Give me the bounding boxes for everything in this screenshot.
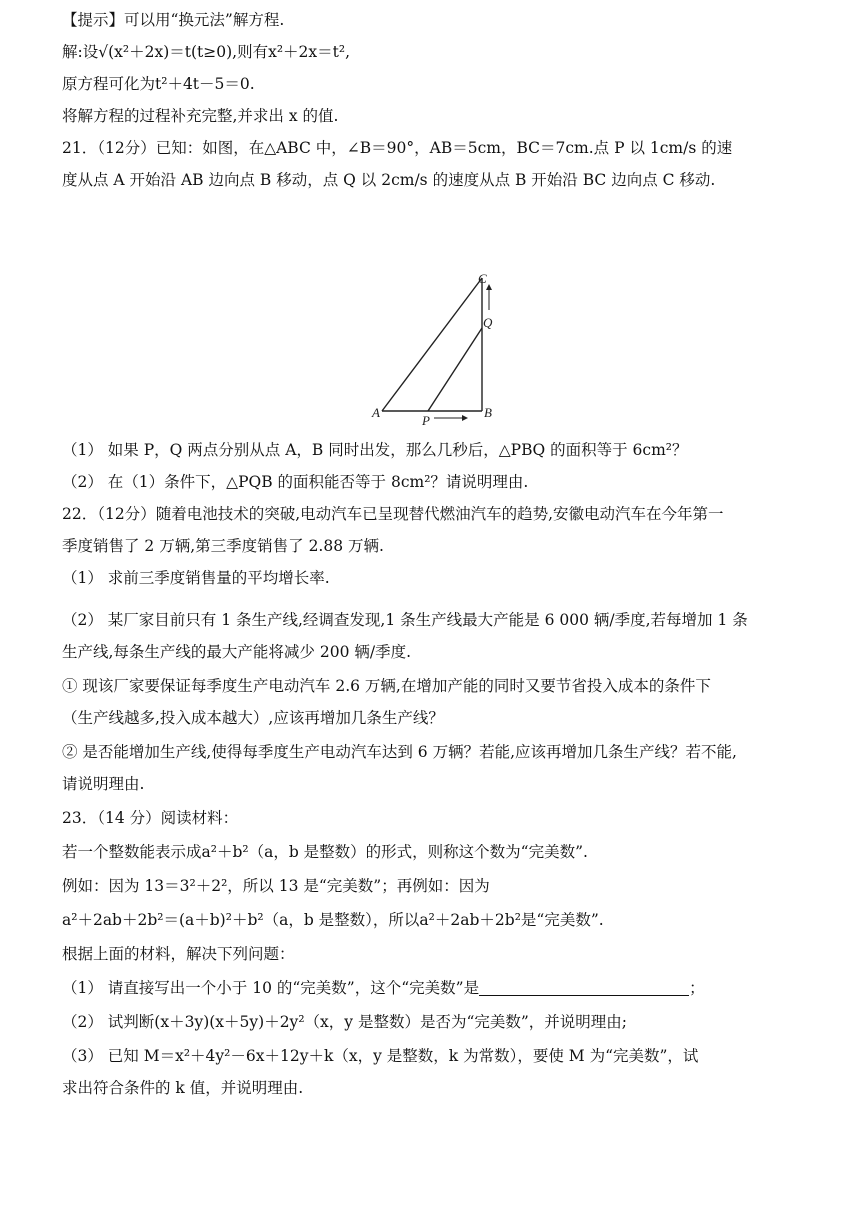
q22-part-1: （1） 求前三季度销售量的平均增长率. [62,569,330,587]
q23-stem-line-4: a²＋2ab＋2b²＝(a＋b)²＋b²（a，b 是整数），所以a²＋2ab＋2b²是“完美数”. [62,911,604,929]
label-q: Q [483,315,493,330]
answer-blank[interactable] [479,979,689,996]
label-b: B [484,405,492,420]
q21-part-2: （2） 在（1）条件下，△PQB 的面积能否等于 8cm²？请说明理由. [62,473,529,491]
q21-stem-line-2: 度从点 A 开始沿 AB 边向点 B 移动，点 Q 以 2cm/s 的速度从点 B 开始沿 BC 边向点 C 移动. [62,171,716,189]
segment-pq [428,328,482,411]
q23-part-1-text: （1） 请直接写出一个小于 10 的“完美数”，这个“完美数”是 [62,979,480,997]
label-p: P [422,413,430,428]
solution-line-3: 将解方程的过程补充完整,并求出 x 的值. [62,107,339,125]
q23-part-1 [62,978,705,998]
solution-line-1: 解:设√(x²＋2x)＝t(t≥0),则有x²＋2x＝t², [62,43,351,61]
hint-line: 【提示】可以用“换元法”解方程. [62,11,285,29]
q22-sub-1-line-2: （生产线越多,投入成本越大）,应该再增加几条生产线？ [62,709,444,727]
solution-line-2: 原方程可化为t²＋4t－5＝0. [62,75,255,93]
q22-sub-1-line-1: ① 现该厂家要保证每季度生产电动汽车 2.6 万辆,在增加产能的同时又要节省投入成本的条件下 [62,677,711,695]
q23-stem-line-1: 23．（14 分）阅读材料： [62,809,239,827]
arrow-p-icon [434,415,468,421]
q22-stem-line-2: 季度销售了 2 万辆,第三季度销售了 2.88 万辆. [62,537,384,555]
label-c: C [478,271,487,286]
q21-stem-line-1: 21．（12分）已知：如图，在△ABC 中，∠B＝90°，AB＝5cm，BC＝7cm.点 P 以 1cm/s 的速 [62,139,733,157]
q22-sub-2-line-2: 请说明理由. [62,775,145,793]
q22-part-2-line-1: （2） 某厂家目前只有 1 条生产线,经调查发现,1 条生产线最大产能是 6 000 辆/季度,若每增加 1 条 [62,611,748,629]
q23-part-3-line-2: 求出符合条件的 k 值，并说明理由. [62,1079,304,1097]
q22-part-2-line-2: 生产线,每条生产线的最大产能将减少 200 辆/季度. [62,643,412,661]
label-a: A [372,405,380,420]
q23-part-3-line-1: （3） 已知 M＝x²＋4y²－6x＋12y＋k（x，y 是整数，k 为常数），要使 M 为“完美数”，试 [62,1047,699,1065]
q22-stem-line-1: 22．（12分）随着电池技术的突破,电动汽车已呈现替代燃油汽车的趋势,安徽电动汽车在今年第一 [62,505,724,523]
q23-part-2: （2） 试判断(x＋3y)(x＋5y)＋2y²（x，y 是整数）是否为“完美数”，并说明理由; [62,1013,628,1031]
arrow-q-icon [486,284,492,310]
q21-part-1: （1） 如果 P，Q 两点分别从点 A，B 同时出发，那么几秒后，△PBQ 的面积等于 6cm²？ [62,441,688,459]
side-ac [382,278,482,411]
q23-stem-line-3: 例如：因为 13＝3²＋2²，所以 13 是“完美数”；再例如：因为 [62,877,490,895]
q23-part-1-end: ； [689,979,705,997]
triangle-figure [370,270,500,430]
q23-stem-line-5: 根据上面的材料，解决下列问题： [62,945,295,963]
q22-sub-2-line-1: ② 是否能增加生产线,使得每季度生产电动汽车达到 6 万辆？若能,应该再增加几条生产线？若不能, [62,743,737,761]
q23-stem-line-2: 若一个整数能表示成a²＋b²（a，b 是整数）的形式，则称这个数为“完美数”. [62,843,588,861]
